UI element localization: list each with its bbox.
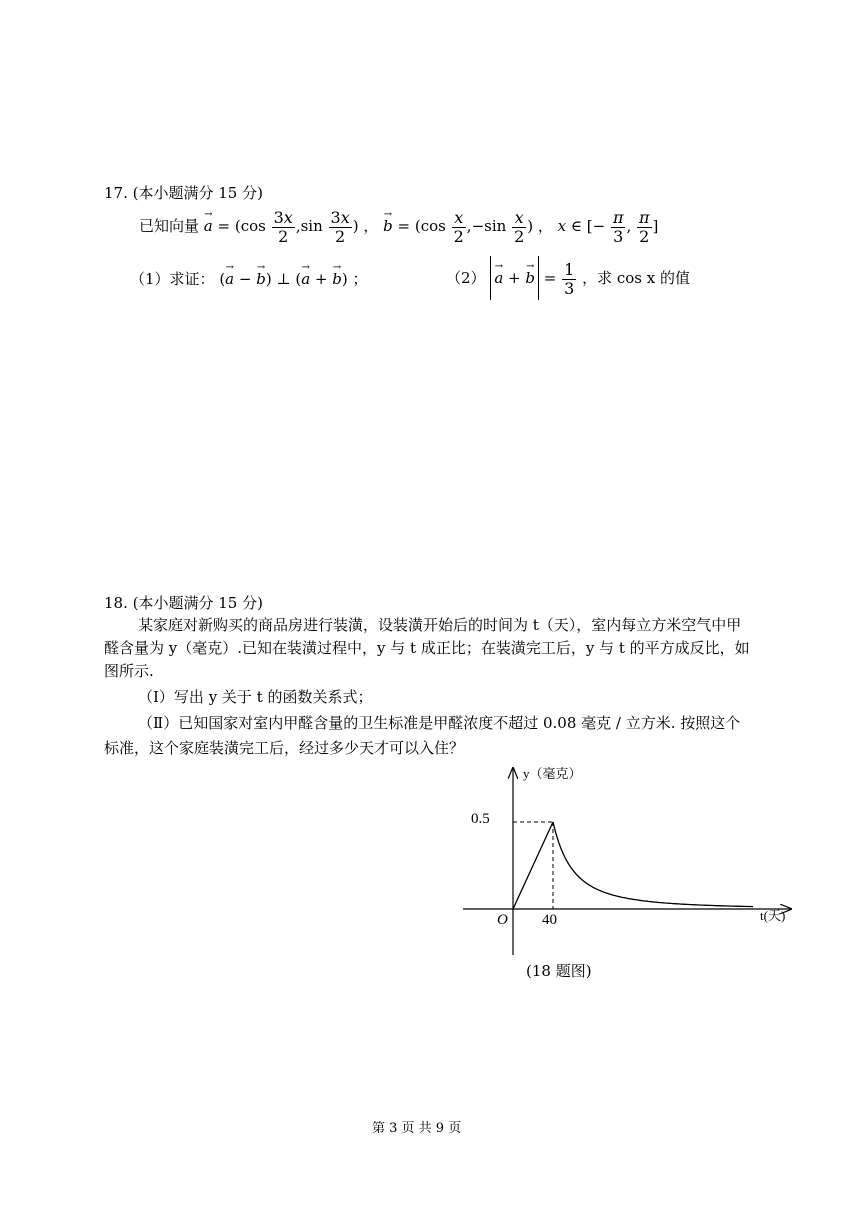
frac-pi-3: $\frac{\pi}{3}$	[612, 207, 624, 246]
origin-label: O	[497, 912, 508, 928]
vector-b: → b	[383, 204, 393, 248]
q17-header: 17. (本小题满分 15 分)	[104, 184, 263, 202]
frac-3x-2-b: $\frac{3x}{2}$	[330, 207, 350, 246]
frac-x-2: $\frac{x}{2}$	[453, 207, 464, 246]
q17-part1: （1）求证： (→ a − → b) ⊥ (→ a + → b) ；	[130, 268, 368, 290]
frac-x-2-b: $\frac{x}{2}$	[514, 207, 525, 246]
frac-pi-2: $\frac{\pi}{2}$	[639, 207, 650, 246]
page-footer: 第 3 页 共 9 页	[372, 1121, 462, 1136]
frac-3x-2: $\frac{3x}{2}$	[273, 207, 293, 246]
x-axis-label: t(天)	[760, 908, 786, 923]
q18-part2: （Ⅱ）已知国家对室内甲醛含量的卫生标准是甲醛浓度不超过 0.08 毫克 / 立方米. 按照这个标准，这个家庭装潢完工后，经过多少天才可以入住？	[104, 714, 741, 757]
y-axis-label: y（毫克）	[523, 766, 582, 781]
frac-1-3: $\frac{1}{3}$	[564, 259, 575, 298]
q17-vectors: 已知向量 → a = (cos $\frac{3x}{2}$ ,sin $\frac{3x}{2}$ ) ， → b = (cos $\frac{x}{2}$ ,−sin $\frac{x}{2}$ ) ， x ∈ [− $\frac{\pi}{3}$ , $\frac{\pi}{2}$ ]	[139, 204, 658, 248]
q17-part2: （2） → a + → b = $\frac{1}{3}$ ，求 cos x 的值	[446, 256, 690, 300]
q17-part2-tail: ，求 cos x 的值	[582, 269, 690, 287]
figure-caption: (18 题图)	[526, 962, 592, 980]
q18-part1: （Ⅰ）写出 y 关于 t 的函数关系式；	[138, 688, 373, 706]
q18-header: 18. (本小题满分 15 分)	[104, 594, 263, 612]
q18-paragraph: 某家庭对新购买的商品房进行装潢，设装潢开始后的时间为 t（天），室内每立方米空气中甲醛含量为 y（毫克）.已知在装潢过程中，y 与 t 成正比；在装潢完工后，y 与 t 的平方成反比，如图所示.	[104, 616, 750, 680]
series-line-decay	[553, 822, 753, 907]
vector-a: → a	[204, 204, 213, 248]
formaldehyde-chart	[455, 760, 805, 960]
x-tick-label: 40	[542, 912, 557, 928]
q17-part1-label: （1）求证：	[130, 270, 215, 288]
q17-intro: 已知向量	[139, 217, 200, 235]
q17-part2-label: （2）	[446, 269, 486, 287]
y-tick-label: 0.5	[471, 811, 490, 827]
series-line-rise	[513, 822, 553, 909]
